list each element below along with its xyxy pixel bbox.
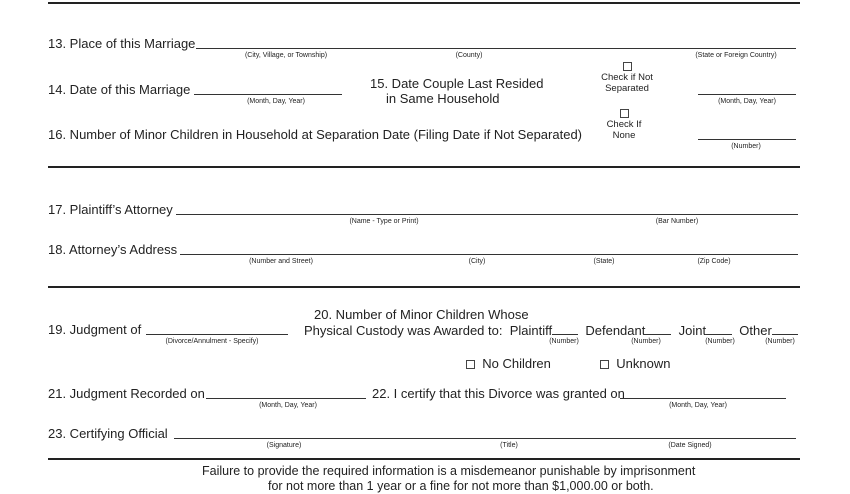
none-checkbox-group bbox=[594, 108, 654, 141]
county-caption: (County) bbox=[455, 52, 483, 59]
penalty-notice-line1: Failure to provide the required information is a misdemeanor punishable by imprisonment bbox=[202, 464, 696, 478]
plaintiff-label: Plaintiff bbox=[509, 323, 553, 338]
street-caption: (Number and Street) bbox=[249, 258, 313, 265]
address-city-caption: (City) bbox=[468, 258, 486, 265]
divider-after-18 bbox=[48, 286, 800, 288]
other-count-field[interactable] bbox=[772, 322, 798, 335]
attorneys-address-field[interactable] bbox=[180, 254, 798, 255]
last-resided-label-line2: in Same Household bbox=[386, 91, 500, 106]
none-checkbox[interactable] bbox=[620, 109, 629, 118]
plaintiff-number-caption: (Number) bbox=[549, 338, 579, 345]
last-resided-date-caption: (Month, Day, Year) bbox=[718, 98, 776, 105]
city-village-township-caption: (City, Village, or Township) bbox=[244, 52, 328, 59]
minor-children-count-field[interactable] bbox=[698, 139, 796, 140]
address-state-caption: (State) bbox=[593, 258, 615, 265]
minor-children-count-caption: (Number) bbox=[731, 143, 761, 150]
place-of-marriage-label: 13. Place of this Marriage bbox=[48, 36, 196, 51]
no-children-option bbox=[466, 356, 551, 371]
last-resided-date-field[interactable] bbox=[698, 94, 796, 95]
not-separated-label-line1: Check if Not bbox=[601, 72, 653, 83]
custody-label-line1: 20. Number of Minor Children Whose bbox=[314, 307, 529, 322]
unknown-checkbox[interactable] bbox=[600, 360, 609, 369]
judgment-of-field[interactable] bbox=[146, 334, 288, 335]
judgment-recorded-label: 21. Judgment Recorded on bbox=[48, 386, 205, 401]
signature-caption: (Signature) bbox=[266, 442, 302, 449]
zip-code-caption: (Zip Code) bbox=[697, 258, 731, 265]
not-separated-checkbox[interactable] bbox=[623, 62, 632, 71]
divider-before-footer bbox=[48, 458, 800, 460]
custody-awarded-to-text: Physical Custody was Awarded to: bbox=[304, 323, 503, 338]
plaintiff-count-field[interactable] bbox=[552, 322, 578, 335]
place-of-marriage-field[interactable] bbox=[196, 48, 796, 49]
marriage-date-caption: (Month, Day, Year) bbox=[247, 98, 305, 105]
certifying-official-field[interactable] bbox=[174, 438, 796, 439]
judgment-type-caption: (Divorce/Annulment - Specify) bbox=[165, 338, 259, 345]
top-divider bbox=[48, 2, 800, 4]
judgment-recorded-field[interactable] bbox=[206, 398, 366, 399]
minor-children-label: 16. Number of Minor Children in Household at Separation Date (Filing Date if Not Separated) bbox=[48, 127, 582, 142]
divorce-granted-field[interactable] bbox=[620, 398, 786, 399]
attorney-name-caption: (Name - Type or Print) bbox=[349, 218, 419, 225]
attorneys-address-label: 18. Attorney’s Address bbox=[48, 242, 178, 257]
bar-number-caption: (Bar Number) bbox=[655, 218, 699, 225]
divorce-granted-label: 22. I certify that this Divorce was granted on bbox=[372, 386, 625, 401]
other-number-caption: (Number) bbox=[765, 338, 795, 345]
unknown-label: Unknown bbox=[616, 356, 671, 371]
joint-label: Joint bbox=[678, 323, 707, 338]
no-children-label: No Children bbox=[482, 356, 551, 371]
none-label-line1: Check If bbox=[606, 119, 642, 130]
defendant-number-caption: (Number) bbox=[631, 338, 661, 345]
certifying-official-label: 23. Certifying Official bbox=[48, 426, 168, 441]
plaintiffs-attorney-field[interactable] bbox=[176, 214, 798, 215]
not-separated-label-line2: Separated bbox=[605, 83, 649, 94]
joint-count-field[interactable] bbox=[706, 322, 732, 335]
state-country-caption: (State or Foreign Country) bbox=[695, 52, 777, 59]
judgment-recorded-caption: (Month, Day, Year) bbox=[259, 402, 317, 409]
divider-after-16 bbox=[48, 166, 800, 168]
date-of-marriage-label: 14. Date of this Marriage bbox=[48, 82, 191, 97]
none-label-line2: None bbox=[612, 130, 636, 141]
no-children-checkbox[interactable] bbox=[466, 360, 475, 369]
unknown-option bbox=[600, 356, 670, 371]
last-resided-label-line1: 15. Date Couple Last Resided bbox=[370, 76, 544, 91]
defendant-label: Defendant bbox=[585, 323, 646, 338]
judgment-of-label: 19. Judgment of bbox=[48, 322, 142, 337]
joint-number-caption: (Number) bbox=[705, 338, 735, 345]
plaintiffs-attorney-label: 17. Plaintiff’s Attorney bbox=[48, 202, 173, 217]
not-separated-checkbox-group bbox=[592, 61, 662, 94]
penalty-notice-line2: for not more than 1 year or a fine for not more than $1,000.00 or both. bbox=[268, 479, 654, 493]
defendant-count-field[interactable] bbox=[645, 322, 671, 335]
custody-label-line2 bbox=[304, 322, 798, 338]
date-of-marriage-field[interactable] bbox=[194, 94, 342, 95]
divorce-granted-caption: (Month, Day, Year) bbox=[669, 402, 727, 409]
date-signed-caption: (Date Signed) bbox=[668, 442, 712, 449]
title-caption: (Title) bbox=[500, 442, 518, 449]
other-label: Other bbox=[739, 323, 772, 338]
